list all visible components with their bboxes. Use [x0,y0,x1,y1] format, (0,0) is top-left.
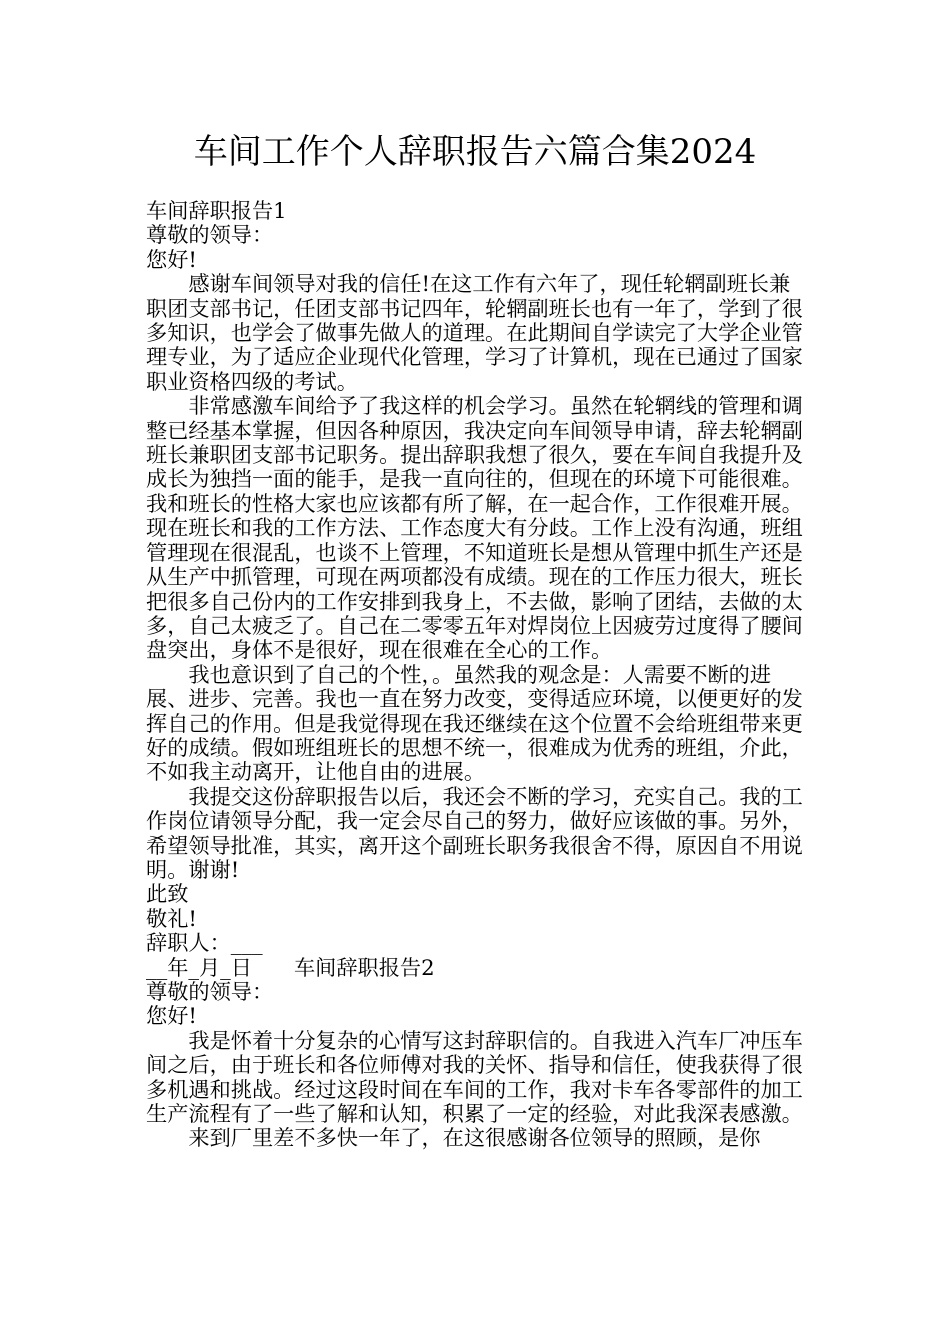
report1-paragraph: 感谢车间领导对我的信任!在这工作有六年了，现任轮辋副班长兼职团支部书记，任团支部书记四年，轮辋副班长也有一年了，学到了很多知识，也学会了做事先做人的道理。在此期间自学读完了大学企业管理专业，为了适应企业现代化管理，学习了计算机，现在已通过了国家职业资格四级的考试。 [146,271,803,394]
report1-paragraph: 我也意识到了自己的个性，。虽然我的观念是：人需要不断的进展、进步、完善。我也一直在努力改变，变得适应环境，以便更好的发挥自己的作用。但是我觉得现在我还继续在这个位置不会给班组带来更好的成绩。假如班组班长的思想不统一，很难成为优秀的班组，介此，不如我主动离开，让他自由的进展。 [146,661,803,785]
report1-date: __年_月_日 [146,954,252,980]
document-body [146,199,810,1151]
report1-date-line [146,956,810,980]
document-title: 车间工作个人辞职报告六篇合集2024 [193,132,757,172]
report1-salutation: 尊敬的领导： [146,222,274,248]
report2-paragraph: 我是怀着十分复杂的心情写这封辞职信的。自我进入汽车厂冲压车间之后，由于班长和各位师傅对我的关怀、指导和信任，使我获得了很多机遇和挑战。经过这段时间在车间的工作，我对卡车各零部件的加工生产流程有了一些了解和认知，积累了一定的经验，对此我深表感激。 [146,1027,803,1127]
report2-paragraph: 来到厂里差不多快一年了，在这很感谢各位领导的照顾，是你 [188,1125,761,1151]
report1-closing-1: 此致 [146,881,189,907]
report1-paragraph: 非常感激车间给予了我这样的机会学习。虽然在轮辋线的管理和调整已经基本掌握，但因各种原因，我决定向车间领导申请，辞去轮辋副班长兼职团支部书记职务。提出辞职我想了很久，要在车间自我提升及成长为独挡一面的能手，是我一直向往的，但现在的环境下可能很难。我和班长的性格大家也应该都有所了解，在一起合作，工作很难开展。现在班长和我的工作方法、工作态度大有分歧。工作上没有沟通，班组管理现在很混乱，也谈不上管理，不知道班长是想从管理中抓生产还是从生产中抓管理，可现在两项都没有成绩。现在的工作压力很大，班长把很多自己份内的工作安排到我身上，不去做，影响了团结，去做的太多，自己太疲乏了。自己在二零零五年对焊岗位上因疲劳过度得了腰间盘突出，身体不是很好，现在很难在全心的工作。 [146,393,803,663]
report2-greeting: 您好! [146,1003,197,1029]
report2-salutation: 尊敬的领导： [146,979,274,1004]
report2-heading: 车间辞职报告2 [293,954,435,980]
report1-signature: 辞职人：___ [146,930,263,956]
report1-closing-2: 敬礼! [146,905,197,931]
report1-heading: 车间辞职报告1 [146,198,287,223]
report1-paragraph: 我提交这份辞职报告以后，我还会不断的学习，充实自己。我的工作岗位请领导分配，我一定会尽自己的努力，做好应该做的事。另外，希望领导批准，其实，离开这个副班长职务我很舍不得，原因自不用说明。谢谢! [146,783,803,882]
report1-greeting: 您好! [146,246,197,272]
